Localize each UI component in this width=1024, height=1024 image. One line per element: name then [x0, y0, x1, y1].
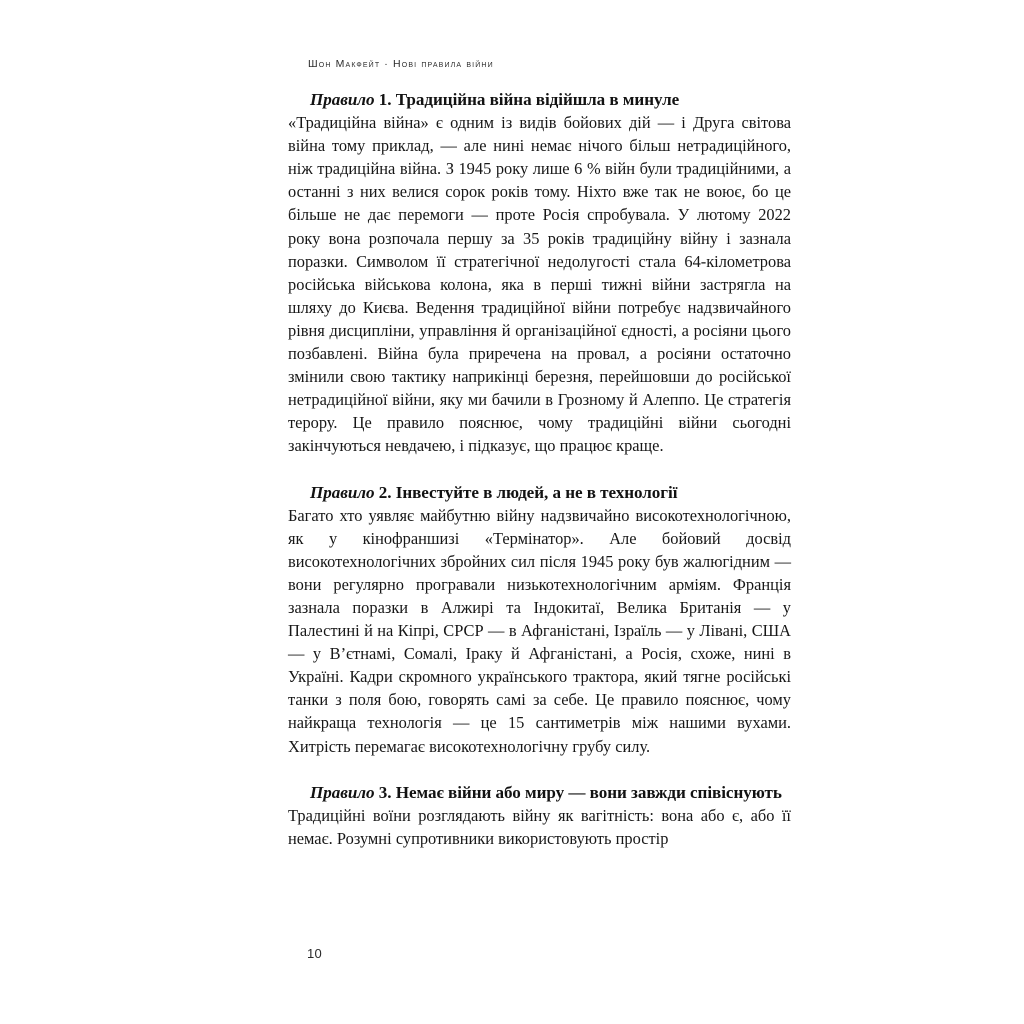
- rule-number-value-1: 1.: [378, 90, 392, 109]
- rule-title-2: Інвестуйте в людей, а не в технології: [395, 482, 678, 502]
- text-block: [288, 88, 791, 850]
- paragraph-rule-3: Традиційні воїни розглядають війну як вагітність: вона або є, або її немає. Розумні супротивники використовують простір: [288, 805, 791, 848]
- rule-heading-3: [288, 781, 791, 804]
- running-head: Шон Макфейт · Нові правила війни: [308, 58, 494, 70]
- rule-label-1: Правило: [310, 90, 375, 109]
- rule-number-value-3: 3.: [378, 782, 392, 802]
- rule-label-2: Правило: [310, 482, 375, 502]
- rule-heading-1: [288, 88, 791, 111]
- rule-title-1: Традиційна війна відійшла в минуле: [395, 90, 680, 109]
- page-number: 10: [307, 946, 323, 961]
- paragraph-gap-1: [288, 458, 791, 481]
- rule-title-3: Немає війни або миру — вони завжди співіснують: [395, 782, 782, 802]
- paragraph-rule-1: «Традиційна війна» є одним із видів бойових дій — і Друга світова війна тому приклад, — але нині немає нічого більш нетрадиційного, ніж традиційна війна. З 1945 року лише 6 % війн були традиційними, а останні з них велися сорок років тому. Ніхто вже так не воює, бо це більше не дає перемоги — проте Росія спробувала. У лютому 2022 року вона розпочала першу за 35 років традиційну війну і зазнала поразки. Символом її стратегічної недолугості стала 64-кілометрова російська військова колона, яка в перші тижні війни застрягла на шляху до Києва. Ведення традиційної війни потребує надзвичайного рівня дисципліни, управління й організаційної єдності, а росіяни цього позбавлені. Війна була приречена на провал, а росіяни остаточно змінили свою тактику наприкінці березня, перейшовши до російської нетрадиційної війни, яку ми бачили в Грозному й Алеппо. Це стратегія терору. Це правило пояснює, чому традиційні війни сьогодні закінчуються невдачею, і підказує, що працює краще.: [288, 113, 791, 456]
- paragraph-gap-2: [288, 758, 791, 781]
- rule-number-value-2: 2.: [378, 482, 392, 502]
- paragraph-rule-2: Багато хто уявляє майбутню війну надзвичайно високотехнологічною, як у кінофраншизі «Термінатор». Але бойовий досвід високотехнологічних збройних сил після 1945 року був жалюгідним — вони регулярно програвали низькотехнологічним арміям. Франція зазнала поразки в Алжирі та Індокитаї, Велика Британія — у Палестині й на Кіпрі, СРСР — в Афганістані, Ізраїль — у Лівані, США — у В’єтнамі, Сомалі, Іраку й Афганістані, а Росія, схоже, нині в Україні. Кадри скромного українського трактора, який тягне російські танки з поля бою, говорять самі за себе. Це правило пояснює, чому найкраща технологія — це 15 сантиметрів між нашими вухами. Хитрість перемагає високотехнологічну грубу силу.: [288, 505, 791, 756]
- rule-label-3: Правило: [310, 782, 375, 802]
- rule-heading-2: [288, 481, 791, 504]
